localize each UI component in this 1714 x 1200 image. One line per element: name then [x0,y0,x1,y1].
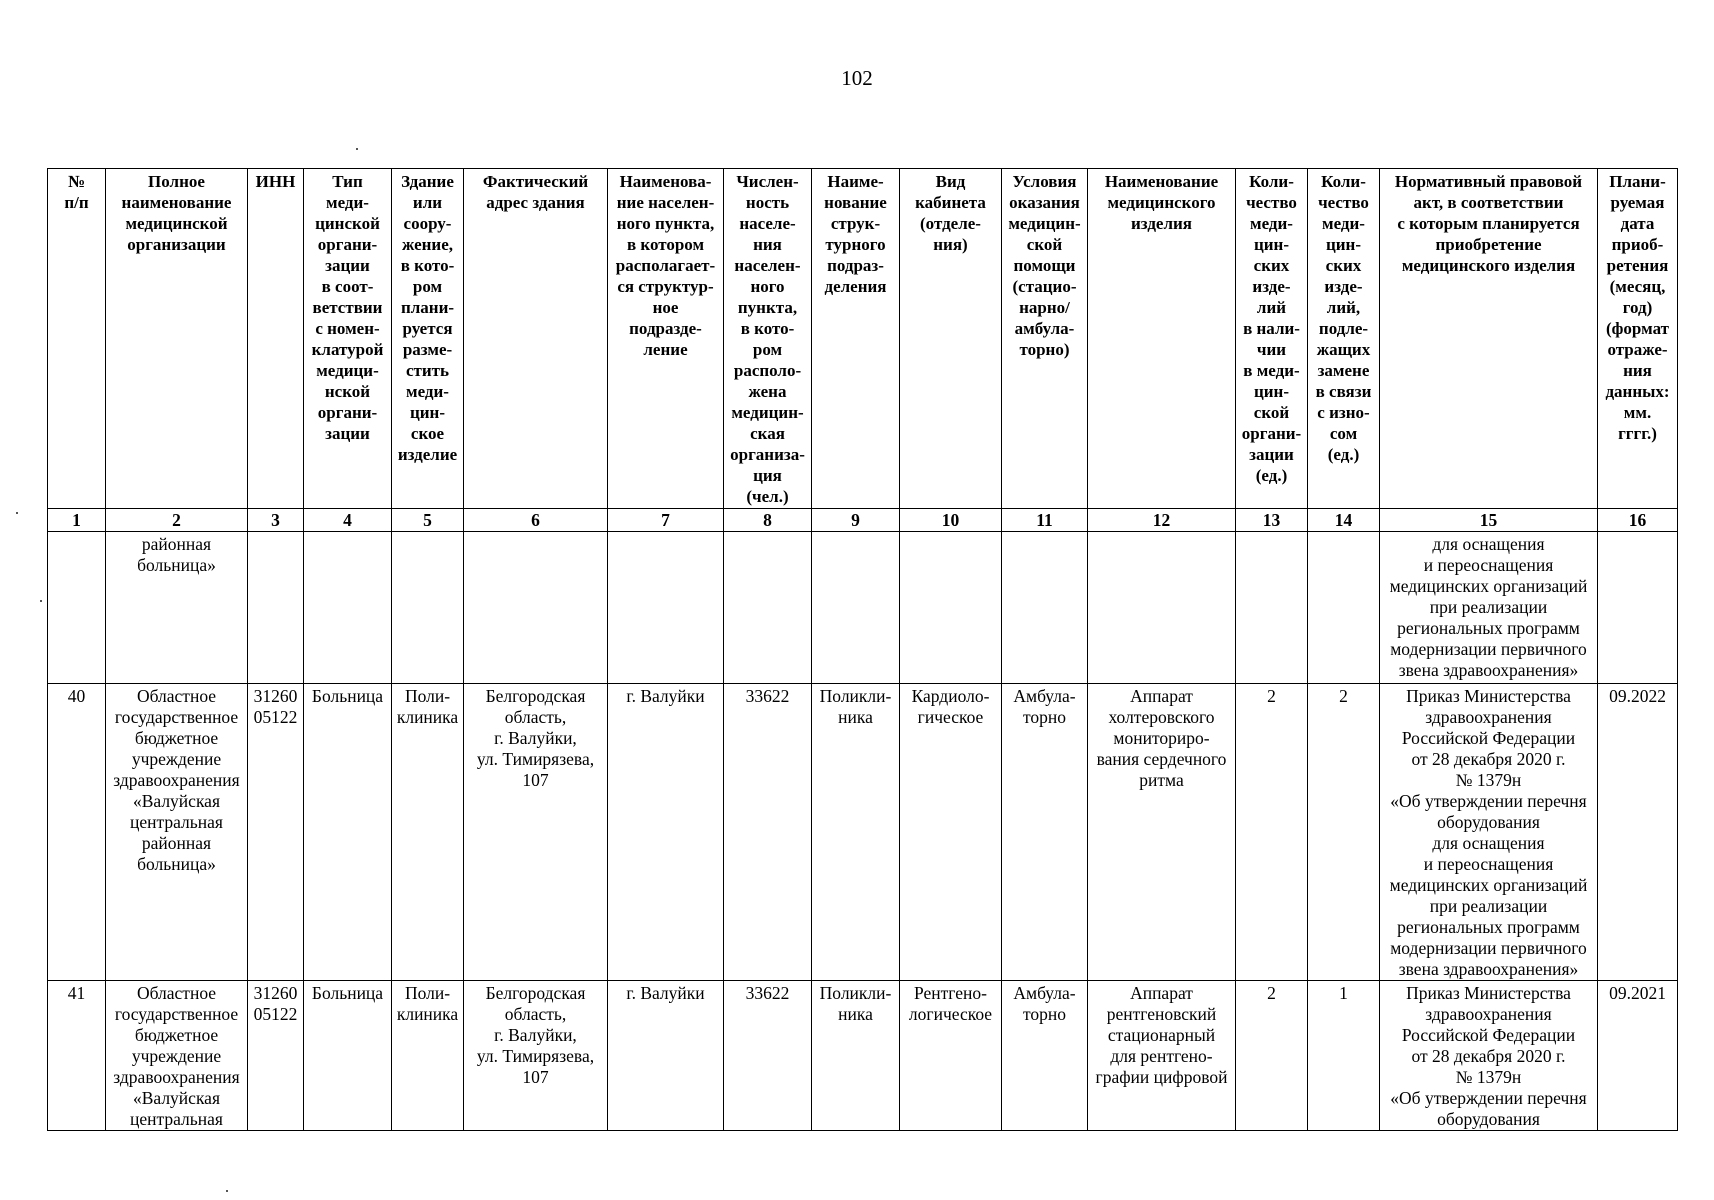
column-number: 7 [608,509,724,532]
column-number: 6 [464,509,608,532]
cell-empty [812,532,900,684]
header-address: Фактический адрес здания [464,169,608,509]
column-number-row [48,509,1678,532]
column-number: 16 [1598,509,1678,532]
column-number: 1 [48,509,106,532]
column-number: 4 [304,509,392,532]
header-device: Наименование медицинского изделия [1088,169,1236,509]
cell-legal-act: Приказ Министерства здравоохранения Российской Федерации от 28 декабря 2020 г. № 1379н «Об утверждении перечня оборудования [1380,981,1598,1131]
cell-population: 33622 [724,981,812,1131]
cell-empty [392,532,464,684]
cell-empty [1088,532,1236,684]
table-row-continuation [48,532,1678,684]
cell-empty [1598,532,1678,684]
header-qty-replace: Коли- чество меди- цин- ских изде- лий, подле- жащих замене в связи с изно- сом (ед.) [1308,169,1380,509]
cell-org-name: районная больница» [106,532,248,684]
header-org-name: Полное наименование медицинской организации [106,169,248,509]
cell-org-type: Больница [304,684,392,981]
column-number: 10 [900,509,1002,532]
header-row [48,169,1678,509]
cell-inn: 31260 05122 [248,684,304,981]
cell-device: Аппарат холтеровского мониториро- вания сердечного ритма [1088,684,1236,981]
cell-settlement: г. Валуйки [608,684,724,981]
header-inn: ИНН [248,169,304,509]
column-number: 11 [1002,509,1088,532]
cell-qty-replace: 2 [1308,684,1380,981]
column-number: 15 [1380,509,1598,532]
column-number: 13 [1236,509,1308,532]
cell-planned-date: 09.2022 [1598,684,1678,981]
cell-empty [1236,532,1308,684]
cell-planned-date: 09.2021 [1598,981,1678,1131]
scan-speck [40,600,42,602]
equipment-table [47,168,1678,1131]
header-org-type: Тип меди- цинской органи- зации в соот- ветствии с номен- клатурой медици- нской органи- зации [304,169,392,509]
cell-cabinet: Рентгено- логическое [900,981,1002,1131]
cell-number: 40 [48,684,106,981]
cell-settlement: г. Валуйки [608,981,724,1131]
column-number: 5 [392,509,464,532]
header-planned-date: Плани- руемая дата приоб- ретения (месяц, год) (формат отраже- ния данных: мм. гггг.) [1598,169,1678,509]
cell-org-name: Областное государственное бюджетное учреждение здравоохранения «Валуйская центральная [106,981,248,1131]
cell-building: Поли- клиника [392,684,464,981]
header-conditions: Условия оказания медицин- ской помощи (стацио- нарно/ амбула- торно) [1002,169,1088,509]
cell-number: 41 [48,981,106,1131]
header-qty-present: Коли- чество меди- цин- ских изде- лий в нали- чии в меди- цин- ской органи- зации (ед.) [1236,169,1308,509]
cell-conditions: Амбула- торно [1002,684,1088,981]
cell-building: Поли- клиника [392,981,464,1131]
header-settlement: Наименова- ние населен- ного пункта, в котором располагает- ся структур- ное подразде- ление [608,169,724,509]
header-unit: Наиме- нование струк- турного подраз- деления [812,169,900,509]
cell-inn: 31260 05122 [248,981,304,1131]
cell-empty [1002,532,1088,684]
cell-empty [248,532,304,684]
cell-population: 33622 [724,684,812,981]
column-number: 9 [812,509,900,532]
cell-empty [608,532,724,684]
scan-speck [226,1190,228,1192]
cell-unit: Поликли- ника [812,684,900,981]
header-building: Здание или соору- жение, в кото- ром плани- руется разме- стить меди- цин- ское изделие [392,169,464,509]
cell-empty [48,532,106,684]
column-number: 2 [106,509,248,532]
cell-legal-act: для оснащения и переоснащения медицинских организаций при реализации региональных программ модернизации первичного звена здравоохранения» [1380,532,1598,684]
cell-empty [724,532,812,684]
cell-device: Аппарат рентгеновский стационарный для рентгено- графии цифровой [1088,981,1236,1131]
column-number: 12 [1088,509,1236,532]
cell-empty [1308,532,1380,684]
cell-org-type: Больница [304,981,392,1131]
cell-address: Белгородская область, г. Валуйки, ул. Тимирязева, 107 [464,981,608,1131]
cell-address: Белгородская область, г. Валуйки, ул. Тимирязева, 107 [464,684,608,981]
cell-empty [464,532,608,684]
table-row [48,981,1678,1131]
header-number: № п/п [48,169,106,509]
cell-legal-act: Приказ Министерства здравоохранения Российской Федерации от 28 декабря 2020 г. № 1379н «Об утверждении перечня оборудования для оснащения и переоснащения медицинских организаций при реализации региональных программ модернизации первичного звена здравоохранения» [1380,684,1598,981]
cell-empty [304,532,392,684]
page-number: 102 [841,66,873,90]
header-cabinet: Вид кабинета (отделе- ния) [900,169,1002,509]
scan-speck [16,512,18,514]
cell-qty-present: 2 [1236,684,1308,981]
column-number: 3 [248,509,304,532]
column-number: 14 [1308,509,1380,532]
cell-unit: Поликли- ника [812,981,900,1131]
cell-qty-present: 2 [1236,981,1308,1131]
scan-speck [356,148,358,150]
column-number: 8 [724,509,812,532]
cell-conditions: Амбула- торно [1002,981,1088,1131]
header-legal-act: Нормативный правовой акт, в соответствии с которым планируется приобретение медицинского изделия [1380,169,1598,509]
cell-org-name: Областное государственное бюджетное учреждение здравоохранения «Валуйская центральная районная больница» [106,684,248,981]
table-row [48,684,1678,981]
header-population: Числен- ность населе- ния населен- ного пункта, в кото- ром располо- жена медицин- ская организа- ция (чел.) [724,169,812,509]
cell-empty [900,532,1002,684]
cell-cabinet: Кардиоло- гическое [900,684,1002,981]
cell-qty-replace: 1 [1308,981,1380,1131]
